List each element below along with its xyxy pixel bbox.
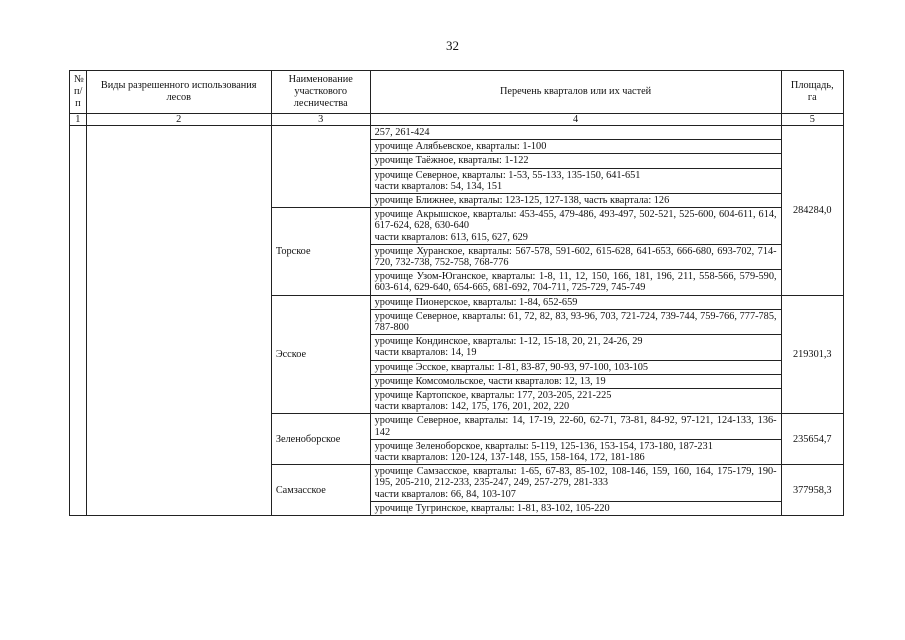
quarters-item xyxy=(370,335,781,360)
quarters-parts-line: части кварталов: 613, 615, 627, 629 xyxy=(374,231,528,243)
quarters-item: 257, 261-424 xyxy=(370,126,781,140)
col-number-5: 5 xyxy=(781,114,843,126)
forestry-cell-zelenoborskoe: Зеленоборское xyxy=(271,414,370,465)
header-number: № п/п xyxy=(70,71,87,114)
forestry-cell-torskoe: Торское xyxy=(271,208,370,295)
quarters-item: урочище Северное, кварталы: 61, 72, 82, 83, 93-96, 703, 721-724, 739-744, 759-766, 777-785, 787-800 xyxy=(370,309,781,334)
quarters-item: урочище Алябьевское, кварталы: 1-100 xyxy=(370,140,781,154)
quarters-item: урочище Таёжное, кварталы: 1-122 xyxy=(370,154,781,168)
quarters-item xyxy=(370,168,781,193)
area-cell-zelenoborskoe: 235654,7 xyxy=(781,414,843,465)
col-number-2: 2 xyxy=(86,114,271,126)
table-row xyxy=(70,126,844,140)
area-cell-eskoe: 219301,3 xyxy=(781,295,843,414)
quarters-parts-line: части кварталов: 66, 84, 103-107 xyxy=(374,488,516,500)
usage-type-cell xyxy=(86,126,271,516)
quarters-parts-line: части кварталов: 54, 134, 151 xyxy=(374,180,503,192)
quarters-item xyxy=(370,465,781,502)
quarters-item: урочище Ближнее, кварталы: 123-125, 127-138, часть квартала: 126 xyxy=(370,194,781,208)
quarters-item xyxy=(370,439,781,464)
area-cell-torskoe: 284284,0 xyxy=(781,126,843,296)
quarters-item xyxy=(370,208,781,245)
forestry-cell-eskoe: Эсское xyxy=(271,295,370,414)
column-numbers-row xyxy=(70,114,844,126)
quarters-item: урочище Комсомольское, части кварталов: 12, 13, 19 xyxy=(370,374,781,388)
header-area: Площадь, га xyxy=(781,71,843,114)
header-quarters-list: Перечень кварталов или их частей xyxy=(370,71,781,114)
quarters-item: урочище Тугринское, кварталы: 1-81, 83-102, 105-220 xyxy=(370,501,781,515)
quarters-line: урочище Самзасское, кварталы: 1-65, 67-83, 85-102, 108-146, 159, 160, 164, 175-179, 190-195, 205-210, 212-233, 235-247, 249, 257-279, 281-333 xyxy=(374,466,777,489)
quarters-item: урочище Северное, кварталы: 14, 17-19, 22-60, 62-71, 73-81, 84-92, 97-121, 124-133, 136-142 xyxy=(370,414,781,439)
page-number: 32 xyxy=(446,38,459,53)
forestry-cell-samzasskoe: Самзасское xyxy=(271,465,370,516)
header-forestry-name: Наименование участкового лесничества xyxy=(271,71,370,114)
col-number-3: 3 xyxy=(271,114,370,126)
quarters-parts-line: части кварталов: 14, 19 xyxy=(374,347,477,359)
quarters-parts-line: части кварталов: 142, 175, 176, 201, 202, 220 xyxy=(374,401,570,413)
quarters-item: урочище Узом-Юганское, кварталы: 1-8, 11, 12, 150, 166, 181, 196, 211, 558-566, 579-590, 603-614, 629-640, 654-665, 681-692, 704-711, 725-729, 745-749 xyxy=(370,270,781,295)
header-usage-types: Виды разрешенного использования лесов xyxy=(86,71,271,114)
quarters-parts-line: части кварталов: 120-124, 137-148, 155, 158-164, 172, 181-186 xyxy=(374,452,645,464)
quarters-line: урочище Кондинское, кварталы: 1-12, 15-18, 20, 21, 24-26, 29 xyxy=(374,336,643,348)
col-number-1: 1 xyxy=(70,114,87,126)
col-number-4: 4 xyxy=(370,114,781,126)
quarters-line: урочище Зеленоборское, кварталы: 5-119, 125-136, 153-154, 173-180, 187-231 xyxy=(374,440,713,452)
quarters-line: урочище Акрышское, кварталы: 453-455, 479-486, 493-497, 502-521, 525-600, 604-611, 614, 617-624, 628, 630-640 xyxy=(374,209,777,232)
quarters-item: урочище Эсское, кварталы: 1-81, 83-87, 90-93, 97-100, 103-105 xyxy=(370,360,781,374)
forestry-cell-continued xyxy=(271,126,370,208)
quarters-item: урочище Хуранское, кварталы: 567-578, 591-602, 615-628, 641-653, 666-680, 693-702, 714-720, 732-738, 752-758, 768-776 xyxy=(370,244,781,269)
table-header-row xyxy=(70,71,844,114)
area-cell-samzasskoe: 377958,3 xyxy=(781,465,843,516)
forest-quarters-table xyxy=(69,70,844,516)
quarters-line: урочище Северное, кварталы: 1-53, 55-133, 135-150, 641-651 xyxy=(374,169,641,181)
quarters-item xyxy=(370,389,781,414)
quarters-line: урочище Картопское, кварталы: 177, 203-205, 221-225 xyxy=(374,390,612,402)
number-cell xyxy=(70,126,87,516)
quarters-item: урочище Пионерское, кварталы: 1-84, 652-659 xyxy=(370,295,781,309)
